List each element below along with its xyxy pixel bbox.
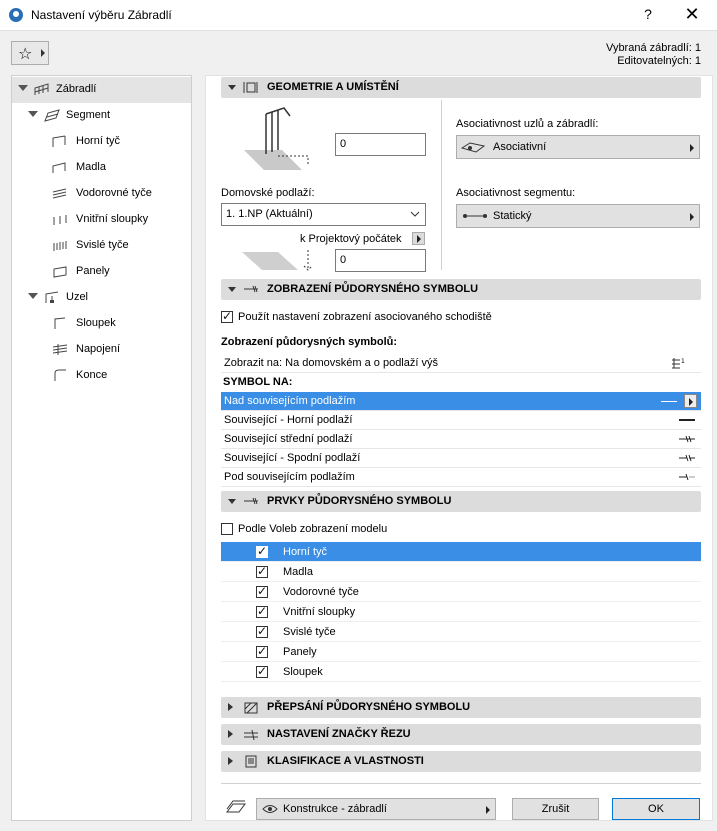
tree-item-label: Horní tyč — [76, 135, 121, 147]
tree-item-handrail[interactable] — [12, 155, 191, 181]
segment-assoc-button[interactable] — [456, 204, 700, 228]
show-on-row[interactable] — [221, 354, 701, 373]
element-row[interactable] — [221, 602, 701, 622]
arrow-right-icon — [486, 806, 490, 814]
symbol-row-below[interactable] — [221, 468, 701, 487]
segment-icon — [44, 109, 60, 122]
tree-item-label: Vnitřní sloupky — [76, 213, 149, 225]
tree-item-label: Vodorovné tyče — [76, 187, 152, 199]
editable-count: Editovatelných: 1 — [617, 55, 701, 67]
break-line-icon — [679, 454, 695, 462]
expand-icon[interactable] — [28, 111, 38, 117]
tree-item-post[interactable] — [12, 311, 191, 337]
tree-item-ends[interactable] — [12, 363, 191, 389]
override-icon — [243, 701, 259, 714]
section-title: PŘEPSÁNÍ PŮDORYSNÉHO SYMBOLU — [267, 701, 471, 713]
tree-item-label: Madla — [76, 161, 106, 173]
static-icon — [462, 212, 488, 220]
plan-symbol-icon — [243, 495, 259, 508]
line-style-icon — [679, 419, 695, 421]
tree-item-panels[interactable] — [12, 259, 191, 285]
section-title: PRVKY PŮDORYSNÉHO SYMBOLU — [267, 495, 452, 507]
symbol-row-upper[interactable] — [221, 411, 701, 430]
offset-illustration — [238, 248, 318, 274]
symbol-row-lower[interactable] — [221, 449, 701, 468]
section-section-marker-header[interactable] — [221, 724, 701, 745]
geometry-icon — [243, 81, 259, 94]
expand-icon — [228, 757, 233, 765]
rail-icon — [52, 187, 68, 200]
tree-item-label: Zábradlí — [56, 83, 97, 95]
tree-item-rails[interactable] — [12, 181, 191, 207]
element-checkbox[interactable] — [256, 626, 268, 638]
inner-post-icon — [52, 213, 68, 226]
expand-icon[interactable] — [28, 293, 38, 299]
row-label: Související střední podlaží — [224, 433, 353, 445]
toprail-icon — [52, 135, 68, 148]
tree-item-balusters[interactable] — [12, 233, 191, 259]
tree-item-label: Uzel — [66, 291, 89, 303]
offset-field[interactable]: 0 — [335, 249, 426, 272]
home-story-label: Domovské podlaží: — [221, 187, 315, 199]
section-title: KLASIFIKACE A VLASTNOSTI — [267, 755, 424, 767]
expand-icon — [228, 730, 233, 738]
tree-item-node[interactable] — [12, 285, 191, 311]
expand-icon[interactable] — [18, 85, 28, 91]
document-icon — [243, 755, 259, 768]
element-label: Vnitřní sloupky — [283, 606, 356, 618]
tree-item-railing[interactable] — [12, 77, 191, 103]
arrow-right-icon — [417, 235, 421, 243]
use-stair-settings-label: Použít nastavení zobrazení asociovaného schodiště — [238, 311, 492, 323]
title-bar — [0, 0, 717, 31]
row-label: Související - Horní podlaží — [224, 414, 353, 426]
element-checkbox[interactable] — [256, 586, 268, 598]
node-assoc-value: Asociativní — [493, 141, 547, 153]
row-menu-button[interactable] — [684, 394, 697, 408]
reference-menu-button[interactable] — [412, 232, 425, 245]
break-line-icon — [679, 435, 695, 443]
element-checkbox[interactable] — [256, 606, 268, 618]
section-title: ZOBRAZENÍ PŮDORYSNÉHO SYMBOLU — [267, 283, 479, 295]
home-story-value: 1. 1.NP (Aktuální) — [226, 208, 313, 220]
node-assoc-label: Asociativnost uzlů a zábradlí: — [456, 118, 599, 130]
element-label: Madla — [283, 566, 313, 578]
tree-item-connection[interactable] — [12, 337, 191, 363]
element-checkbox[interactable] — [256, 546, 268, 558]
element-label: Sloupek — [283, 666, 323, 678]
by-model-view-label: Podle Voleb zobrazení modelu — [238, 523, 388, 535]
app-icon — [9, 8, 23, 22]
element-row[interactable] — [221, 622, 701, 642]
use-stair-settings-checkbox[interactable] — [221, 311, 233, 323]
cancel-button[interactable]: Zrušit — [512, 798, 599, 820]
node-assoc-button[interactable] — [456, 135, 700, 159]
element-label: Horní tyč — [283, 546, 328, 558]
close-button[interactable]: ✕ — [684, 4, 700, 24]
expand-icon — [228, 703, 233, 711]
ok-button[interactable]: OK — [612, 798, 700, 820]
collapse-icon — [228, 499, 236, 504]
layers-icon — [225, 800, 247, 816]
break-line-icon — [679, 473, 695, 481]
railing-icon — [34, 83, 50, 96]
stories-icon — [671, 356, 687, 370]
associative-icon — [460, 142, 486, 154]
plan-symbol-icon — [243, 283, 259, 296]
element-row[interactable] — [221, 662, 701, 682]
element-row[interactable] — [221, 542, 701, 562]
by-model-view-checkbox[interactable] — [221, 523, 233, 535]
element-checkbox[interactable] — [256, 646, 268, 658]
chevron-down-icon — [410, 211, 420, 218]
element-row[interactable] — [221, 582, 701, 602]
baluster-icon — [52, 239, 68, 252]
divider — [221, 783, 701, 784]
layer-select-button[interactable] — [256, 798, 496, 820]
reference-label: k Projektový počátek — [300, 233, 402, 245]
selection-info — [606, 42, 701, 68]
tree-item-inner-posts[interactable] — [12, 207, 191, 233]
element-checkbox[interactable] — [256, 566, 268, 578]
section-override-header[interactable] — [221, 697, 701, 718]
handrail-icon — [52, 161, 68, 174]
section-plan-elements-header[interactable] — [221, 491, 701, 512]
tree-item-segment[interactable] — [12, 103, 191, 129]
symbol-on-heading: SYMBOL NA: — [223, 376, 293, 388]
eye-icon — [262, 804, 278, 814]
row-label: Pod souvisejícím podlažím — [224, 471, 355, 483]
layer-value: Konstrukce - zábradlí — [283, 803, 387, 815]
svg-text:1: 1 — [681, 358, 685, 365]
section-marker-icon — [243, 728, 259, 741]
arrow-right-icon — [690, 144, 694, 152]
star-icon: ☆ — [18, 46, 33, 63]
tree-item-label: Segment — [66, 109, 111, 121]
tree-item-label: Napojení — [76, 343, 121, 355]
home-story-select[interactable] — [221, 203, 426, 226]
section-title: GEOMETRIE A UMÍSTĚNÍ — [267, 81, 399, 93]
tree-item-label: Svislé tyče — [76, 239, 129, 251]
railing-height-illustration — [238, 106, 318, 176]
tree-item-toprail[interactable] — [12, 129, 191, 155]
window-title: Nastavení výběru Zábradlí — [31, 8, 172, 22]
row-label: Nad souvisejícím podlažím — [224, 395, 356, 407]
section-plan-display-header[interactable] — [221, 279, 701, 300]
row-label: Související - Spodní podlaží — [224, 452, 361, 464]
node-icon — [44, 291, 60, 304]
tree-item-label: Konce — [76, 369, 108, 381]
section-title: NASTAVENÍ ZNAČKY ŘEZU — [267, 728, 411, 740]
tree-item-label: Panely — [76, 265, 110, 277]
arrow-right-icon — [41, 49, 45, 57]
settings-tree — [11, 75, 192, 821]
segment-assoc-value: Statický — [493, 210, 532, 222]
segment-assoc-label: Asociativnost segmentu: — [456, 187, 576, 199]
railing-height-field[interactable]: 0 — [335, 133, 426, 156]
element-row[interactable] — [221, 562, 701, 582]
tree-item-label: Sloupek — [76, 317, 116, 329]
section-geometry-header[interactable] — [221, 77, 701, 98]
end-icon — [52, 369, 68, 382]
post-icon — [52, 317, 68, 330]
arrow-right-icon — [690, 213, 694, 221]
selected-count: Vybraná zábradlí: 1 — [606, 42, 701, 54]
symbol-row-middle[interactable] — [221, 430, 701, 449]
element-checkbox[interactable] — [256, 666, 268, 678]
element-label: Svislé tyče — [283, 626, 336, 638]
show-on-label: Zobrazit na: Na domovském a o podlaží výš — [224, 357, 438, 369]
favorites-button[interactable] — [11, 41, 49, 65]
element-label: Panely — [283, 646, 317, 658]
help-button[interactable]: ? — [644, 6, 652, 22]
divider — [441, 100, 442, 270]
symbols-heading: Zobrazení půdorysných symbolů: — [221, 336, 398, 348]
element-row[interactable] — [221, 642, 701, 662]
line-style-icon — [661, 401, 677, 402]
element-label: Vodorovné tyče — [283, 586, 359, 598]
panel-icon — [52, 265, 68, 278]
connection-icon — [52, 343, 68, 356]
collapse-icon — [228, 287, 236, 292]
arrow-right-icon — [689, 398, 693, 406]
collapse-icon — [228, 85, 236, 90]
symbol-row-above[interactable] — [221, 392, 701, 411]
section-classification-header[interactable] — [221, 751, 701, 772]
